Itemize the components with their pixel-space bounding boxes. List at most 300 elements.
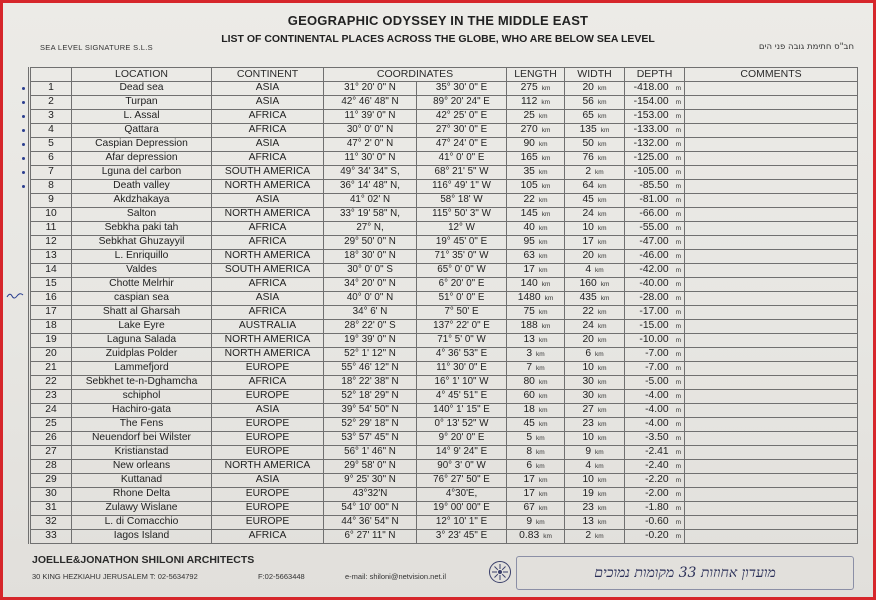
below-sea-level-table	[28, 67, 858, 544]
cell-depth-unit: m	[675, 518, 682, 526]
cell-longitude-value: 3° 23' 45" E	[435, 530, 488, 542]
cell-continent	[212, 403, 324, 417]
cell-length-unit: km	[538, 504, 548, 512]
cell-longitude	[417, 137, 507, 151]
cell-number-value: 20	[45, 348, 57, 360]
cell-longitude	[417, 431, 507, 445]
cell-comments	[685, 529, 858, 543]
cell-width-value: 2	[585, 529, 592, 541]
cell-number	[30, 459, 72, 473]
cell-comments	[685, 403, 858, 417]
cell-comments	[685, 333, 858, 347]
cell-depth-unit: m	[675, 182, 682, 190]
cell-length-unit: km	[541, 322, 551, 330]
cell-continent-value: AFRICA	[248, 124, 287, 136]
cell-location	[72, 263, 212, 277]
cell-length-value: 7	[526, 361, 533, 373]
cell-comments	[685, 81, 858, 95]
table-row	[30, 95, 858, 109]
cell-location-value: Zulawy Wislane	[105, 502, 178, 514]
cell-location	[72, 305, 212, 319]
cell-longitude	[417, 487, 507, 501]
cell-longitude	[417, 151, 507, 165]
cell-number	[30, 109, 72, 123]
cell-latitude-value: 34° 6' N	[352, 306, 388, 318]
cell-length	[507, 473, 565, 487]
cell-longitude	[417, 375, 507, 389]
cell-width-value: 10	[582, 473, 594, 485]
cell-width	[565, 431, 625, 445]
cell-number-value: 13	[45, 250, 57, 262]
cell-depth	[625, 179, 685, 193]
cell-width	[565, 375, 625, 389]
cell-depth-value: -55.00	[639, 221, 669, 233]
document-title: GEOGRAPHIC ODYSSEY IN THE MIDDLE EAST	[287, 13, 589, 28]
ink-squiggle-mark	[6, 291, 24, 301]
cell-continent	[212, 347, 324, 361]
cell-width-value: 22	[582, 305, 594, 317]
cell-width	[565, 305, 625, 319]
table-row	[30, 193, 858, 207]
cell-number	[30, 277, 72, 291]
cell-continent-value: NORTH AMERICA	[224, 180, 311, 192]
cell-comments	[685, 165, 858, 179]
cell-longitude-value: 14° 9' 24" E	[435, 446, 488, 458]
cell-length	[507, 319, 565, 333]
cell-length-value: 270	[520, 123, 538, 135]
cell-length-value: 63	[523, 249, 535, 261]
cell-longitude	[417, 445, 507, 459]
cell-depth-value: -15.00	[639, 319, 669, 331]
cell-latitude-value: 31° 20' 0" N	[344, 82, 396, 94]
table-row	[30, 123, 858, 137]
hebrew-signature-label: חב"ס חתימת גובה פני הים	[758, 42, 854, 52]
cell-comments	[685, 501, 858, 515]
header-depth: DEPTH	[625, 68, 685, 82]
cell-latitude	[324, 95, 417, 109]
cell-continent-value: NORTH AMERICA	[224, 460, 311, 472]
cell-number	[30, 501, 72, 515]
cell-width-value: 24	[582, 319, 594, 331]
cell-width	[565, 445, 625, 459]
cell-depth-value: -0.20	[645, 529, 669, 541]
cell-comments	[685, 515, 858, 529]
cell-number-value: 31	[45, 502, 57, 514]
cell-width	[565, 403, 625, 417]
cell-length	[507, 501, 565, 515]
cell-width-value: 30	[582, 375, 594, 387]
cell-location	[72, 487, 212, 501]
cell-number	[30, 375, 72, 389]
cell-length	[507, 249, 565, 263]
cell-location	[72, 137, 212, 151]
cell-longitude-value: 51° 0' 0" E	[438, 292, 485, 304]
cell-location	[72, 501, 212, 515]
cell-depth-value: -2.41	[645, 445, 669, 457]
cell-location-value: Valdes	[126, 264, 157, 276]
table-row	[30, 81, 858, 95]
cell-number-value: 3	[48, 110, 54, 122]
cell-longitude	[417, 473, 507, 487]
cell-continent-value: AFRICA	[248, 306, 287, 318]
cell-number-value: 14	[45, 264, 57, 276]
cell-location-value: Sebkha paki tah	[104, 222, 179, 234]
cell-comments	[685, 319, 858, 333]
cell-width-unit: km	[595, 532, 604, 540]
cell-location-value: Salton	[126, 208, 157, 220]
cell-longitude-value: 68° 21' 5" W	[434, 166, 489, 178]
cell-comments	[685, 305, 858, 319]
cell-width-unit: km	[597, 210, 607, 218]
cell-location	[72, 459, 212, 473]
cell-longitude-value: 90° 3' 0" W	[437, 460, 486, 472]
table-row	[30, 417, 858, 431]
cell-depth-value: -40.00	[639, 277, 669, 289]
cell-number	[30, 515, 72, 529]
cell-width	[565, 501, 625, 515]
cell-width-unit: km	[597, 252, 607, 260]
cell-continent-value: AFRICA	[248, 376, 287, 388]
cell-latitude	[324, 221, 417, 235]
cell-location	[72, 515, 212, 529]
cell-length-unit: km	[536, 518, 545, 526]
cell-length-value: 140	[520, 277, 538, 289]
cell-length-value: 165	[520, 151, 538, 163]
cell-width	[565, 123, 625, 137]
cell-depth-unit: m	[675, 504, 682, 512]
cell-latitude-value: 40° 0' 0" N	[346, 292, 394, 304]
cell-width-value: 10	[582, 221, 594, 233]
cell-number-value: 29	[45, 474, 57, 486]
cell-length-unit: km	[541, 154, 551, 162]
cell-depth-unit: m	[675, 112, 682, 120]
cell-longitude-value: 42° 25' 0" E	[435, 110, 488, 122]
cell-continent	[212, 151, 324, 165]
cell-width-value: 10	[582, 361, 594, 373]
cell-number-value: 4	[48, 124, 54, 136]
cell-number	[30, 81, 72, 95]
cell-longitude-value: 4° 45' 51" E	[435, 390, 488, 402]
cell-depth-value: -7.00	[645, 347, 669, 359]
cell-depth-unit: m	[675, 98, 682, 106]
cell-latitude-value: 56° 1' 46" N	[344, 446, 396, 458]
cell-width	[565, 529, 625, 543]
cell-longitude-value: 19° 00' 00" E	[433, 502, 490, 514]
cell-location	[72, 207, 212, 221]
cell-location-value: Lake Eyre	[118, 320, 165, 332]
cell-width-value: 435	[579, 291, 597, 303]
cell-width-unit: km	[597, 224, 607, 232]
cell-length-value: 1480	[517, 291, 541, 303]
cell-length-unit: km	[541, 98, 551, 106]
cell-width	[565, 263, 625, 277]
cell-longitude-value: 4° 36' 53" E	[435, 348, 488, 360]
cell-width-value: 50	[582, 137, 594, 149]
cell-depth	[625, 417, 685, 431]
cell-length-value: 13	[523, 333, 535, 345]
cell-location-value: Laguna Salada	[106, 334, 177, 346]
cell-depth-value: -1.80	[645, 501, 669, 513]
cell-comments	[685, 221, 858, 235]
cell-depth-value: -4.00	[645, 389, 669, 401]
cell-longitude	[417, 263, 507, 277]
cell-latitude	[324, 291, 417, 305]
cell-width-value: 65	[582, 109, 594, 121]
cell-continent	[212, 487, 324, 501]
cell-depth-value: -46.00	[639, 249, 669, 261]
cell-width-value: 20	[582, 81, 594, 93]
cell-depth-unit: m	[675, 84, 682, 92]
cell-length-value: 5	[526, 431, 533, 443]
logo-emblem-icon	[488, 560, 512, 584]
cell-width-value: 9	[585, 445, 592, 457]
cell-length	[507, 375, 565, 389]
document-subtitle: LIST OF CONTINENTAL PLACES ACROSS THE GLOBE, WHO ARE BELOW SEA LEVEL	[221, 33, 655, 45]
cell-width-unit: km	[597, 154, 607, 162]
cell-latitude	[324, 361, 417, 375]
cell-width	[565, 515, 625, 529]
cell-latitude	[324, 403, 417, 417]
table-row	[30, 529, 858, 543]
cell-longitude-value: 76° 27' 50" E	[433, 474, 490, 486]
cell-depth-unit: m	[675, 392, 682, 400]
cell-length-value: 0.83	[519, 529, 540, 541]
cell-width-value: 27	[582, 403, 594, 415]
cell-depth-value: -133.00	[633, 123, 669, 135]
cell-continent-value: AUSTRALIA	[238, 320, 297, 332]
cell-latitude-value: 27° N,	[356, 222, 384, 234]
cell-depth	[625, 249, 685, 263]
cell-width	[565, 389, 625, 403]
cell-length-unit: km	[538, 392, 548, 400]
header-length: LENGTH	[507, 68, 565, 82]
cell-longitude-value: 89° 20' 24" E	[433, 96, 490, 108]
cell-width	[565, 459, 625, 473]
cell-length	[507, 165, 565, 179]
cell-width-value: 76	[582, 151, 594, 163]
cell-width-value: 2	[585, 165, 592, 177]
cell-width-unit: km	[597, 196, 607, 204]
cell-length-unit: km	[543, 532, 552, 540]
cell-width	[565, 417, 625, 431]
cell-continent	[212, 361, 324, 375]
cell-width-unit: km	[595, 448, 604, 456]
cell-location-value: Iagos Island	[113, 530, 170, 542]
cell-depth-unit: m	[675, 238, 682, 246]
cell-depth	[625, 319, 685, 333]
cell-width-unit: km	[597, 182, 607, 190]
cell-location-value: L. Assal	[123, 110, 160, 122]
cell-longitude-value: 19° 45' 0" E	[435, 236, 488, 248]
cell-location-value: Lammefjord	[114, 362, 169, 374]
cell-number-value: 19	[45, 334, 57, 346]
cell-continent	[212, 137, 324, 151]
cell-continent	[212, 431, 324, 445]
cell-longitude	[417, 207, 507, 221]
cell-depth-value: -7.00	[645, 361, 669, 373]
cell-depth-unit: m	[675, 490, 682, 498]
cell-location	[72, 235, 212, 249]
cell-comments	[685, 249, 858, 263]
cell-latitude	[324, 501, 417, 515]
cell-width	[565, 95, 625, 109]
cell-number	[30, 487, 72, 501]
cell-continent	[212, 207, 324, 221]
cell-latitude	[324, 445, 417, 459]
cell-number	[30, 347, 72, 361]
cell-latitude-value: 54° 10' 00" N	[341, 502, 399, 514]
cell-length	[507, 277, 565, 291]
cell-latitude-value: 18° 30' 0" N	[344, 250, 396, 262]
cell-latitude	[324, 417, 417, 431]
cell-location-value: Sebkhet te-n-Dghamcha	[85, 376, 198, 388]
cell-longitude	[417, 403, 507, 417]
cell-width-unit: km	[597, 308, 607, 316]
cell-length	[507, 207, 565, 221]
cell-number	[30, 473, 72, 487]
cell-continent	[212, 375, 324, 389]
cell-depth-value: -2.20	[645, 473, 669, 485]
table-header-row	[30, 68, 858, 82]
cell-width	[565, 347, 625, 361]
cell-width-value: 20	[582, 249, 594, 261]
cell-longitude-value: 71° 5' 0" W	[437, 334, 486, 346]
cell-location-value: Neuendorf bei Wilster	[91, 432, 191, 444]
header-continent: CONTINENT	[212, 68, 324, 82]
cell-width-value: 19	[582, 487, 594, 499]
cell-number-value: 23	[45, 390, 57, 402]
cell-length-value: 60	[523, 389, 535, 401]
cell-longitude-value: 71° 35' 0" W	[434, 250, 489, 262]
cell-depth	[625, 277, 685, 291]
cell-continent	[212, 529, 324, 543]
cell-length-unit: km	[536, 364, 545, 372]
cell-length	[507, 151, 565, 165]
cell-continent	[212, 305, 324, 319]
cell-continent-value: NORTH AMERICA	[224, 348, 311, 360]
cell-longitude	[417, 529, 507, 543]
cell-continent-value: ASIA	[255, 194, 280, 206]
cell-number	[30, 305, 72, 319]
cell-continent	[212, 235, 324, 249]
sea-level-signature-label: SEA LEVEL SIGNATURE S.L.S	[40, 43, 153, 52]
cell-width-unit: km	[597, 98, 607, 106]
cell-location	[72, 165, 212, 179]
cell-latitude	[324, 389, 417, 403]
header-comments: COMMENTS	[685, 68, 858, 82]
cell-longitude	[417, 333, 507, 347]
cell-latitude	[324, 165, 417, 179]
table-row	[30, 291, 858, 305]
cell-latitude-value: 30° 0' 0" N	[346, 124, 394, 136]
cell-longitude-value: 140° 1' 15" E	[433, 404, 490, 416]
cell-number	[30, 221, 72, 235]
cell-continent	[212, 501, 324, 515]
cell-width-value: 45	[582, 193, 594, 205]
cell-depth-value: -2.00	[645, 487, 669, 499]
cell-depth-unit: m	[675, 378, 682, 386]
header-coordinates: COORDINATES	[324, 68, 507, 82]
cell-number-value: 26	[45, 432, 57, 444]
cell-length	[507, 333, 565, 347]
cell-width-unit: km	[597, 406, 607, 414]
cell-longitude	[417, 95, 507, 109]
cell-depth-unit: m	[675, 462, 682, 470]
cell-location	[72, 333, 212, 347]
cell-depth	[625, 375, 685, 389]
cell-continent-value: AFRICA	[248, 236, 287, 248]
cell-longitude-value: 6° 20' 0" E	[438, 278, 485, 290]
cell-length-unit: km	[538, 238, 548, 246]
table-row	[30, 473, 858, 487]
cell-width-unit: km	[597, 112, 607, 120]
cell-latitude	[324, 333, 417, 347]
cell-longitude-value: 58° 18' W	[440, 194, 483, 206]
cell-continent	[212, 333, 324, 347]
cell-depth-value: -125.00	[633, 151, 669, 163]
cell-continent-value: ASIA	[255, 404, 280, 416]
cell-depth	[625, 529, 685, 543]
cell-width-unit: km	[597, 322, 607, 330]
cell-width-value: 20	[582, 333, 594, 345]
cell-width	[565, 487, 625, 501]
cell-number	[30, 361, 72, 375]
cell-location-value: L. di Comacchio	[104, 516, 179, 528]
handwritten-note: מועדון אחוזות 33 מקומות נמוכים	[516, 556, 854, 590]
cell-length-unit: km	[538, 266, 548, 274]
cell-location	[72, 529, 212, 543]
cell-length-unit: km	[538, 112, 548, 120]
cell-location-value: Sebkhat Ghuzayyil	[98, 236, 185, 248]
cell-longitude-value: 137° 22' 0" E	[433, 320, 490, 332]
cell-longitude-value: 11° 30' 0" E	[436, 362, 487, 374]
cell-number-value: 24	[45, 404, 57, 416]
cell-depth	[625, 221, 685, 235]
cell-depth	[625, 165, 685, 179]
cell-location	[72, 249, 212, 263]
cell-width-unit: km	[597, 84, 607, 92]
cell-latitude	[324, 207, 417, 221]
cell-latitude-value: 34° 20' 0" N	[344, 278, 396, 290]
cell-width	[565, 221, 625, 235]
cell-latitude-value: 11° 39' 0" N	[344, 110, 396, 122]
cell-latitude	[324, 347, 417, 361]
table-row	[30, 179, 858, 193]
cell-comments	[685, 235, 858, 249]
cell-latitude-value: 30° 0' 0" S	[347, 264, 393, 276]
table-row	[30, 361, 858, 375]
cell-depth-value: -85.50	[639, 179, 669, 191]
cell-number	[30, 151, 72, 165]
cell-continent	[212, 459, 324, 473]
cell-continent	[212, 109, 324, 123]
cell-location-value: Akdzhakaya	[113, 194, 170, 206]
cell-length-unit: km	[536, 350, 545, 358]
cell-location-value: Kristianstad	[114, 446, 169, 458]
cell-longitude	[417, 221, 507, 235]
cell-comments	[685, 473, 858, 487]
cell-length-value: 105	[520, 179, 538, 191]
cell-latitude	[324, 123, 417, 137]
cell-comments	[685, 291, 858, 305]
cell-latitude-value: 29° 58' 0" N	[344, 460, 396, 472]
cell-width-unit: km	[597, 378, 607, 386]
cell-latitude	[324, 459, 417, 473]
table-row	[30, 515, 858, 529]
cell-width-value: 160	[579, 277, 597, 289]
cell-latitude	[324, 263, 417, 277]
cell-width-value: 64	[582, 179, 594, 191]
